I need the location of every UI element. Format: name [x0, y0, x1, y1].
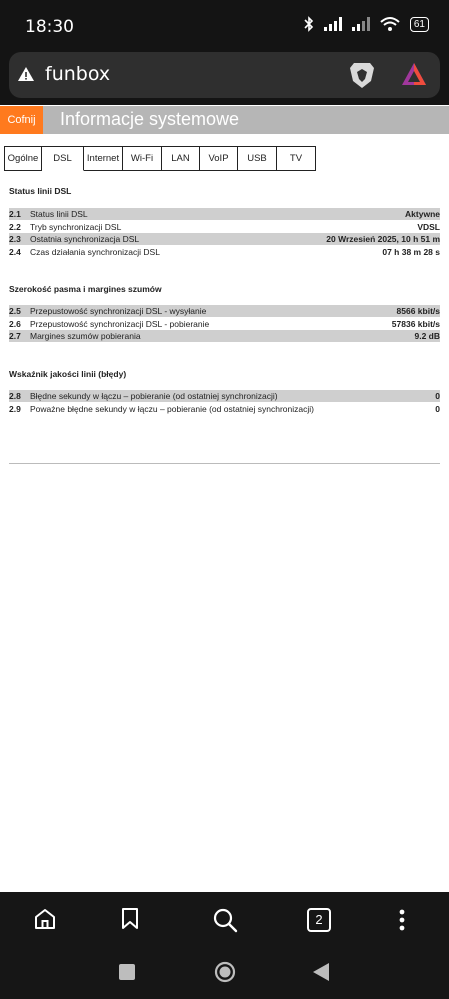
- signal-icon-2: [352, 17, 370, 31]
- row-value: 8566 kbit/s: [396, 306, 440, 316]
- row-label: Czas działania synchronizacji DSL: [30, 247, 160, 257]
- battery-icon: 61: [410, 17, 429, 32]
- section-title-bandwidth: Szerokość pasma i margines szumów: [9, 284, 162, 294]
- url-text[interactable]: funbox: [45, 63, 111, 85]
- table-row: [9, 318, 440, 330]
- row-value: 0: [435, 404, 440, 414]
- home-icon[interactable]: [33, 907, 57, 931]
- section-title-line-quality: Wskaźnik jakości linii (błędy): [9, 369, 127, 379]
- back-button[interactable]: Cofnij: [0, 106, 43, 134]
- tab-usb[interactable]: USB: [238, 146, 277, 171]
- row-value: VDSL: [417, 222, 440, 232]
- table-row: [9, 390, 440, 402]
- row-value: 20 Wrzesień 2025, 10 h 51 m: [326, 234, 440, 244]
- table-row: [9, 330, 440, 342]
- row-value: 07 h 38 m 28 s: [382, 247, 440, 257]
- tab-internet[interactable]: Internet: [84, 146, 123, 171]
- bluetooth-icon: [304, 16, 314, 32]
- tab-lan[interactable]: LAN: [162, 146, 200, 171]
- row-number: 2.8: [9, 391, 21, 401]
- row-label: Status linii DSL: [30, 209, 88, 219]
- tab-ogolne[interactable]: Ogólne: [4, 146, 42, 171]
- brave-shields-icon[interactable]: [349, 61, 375, 89]
- tab-dsl[interactable]: DSL: [42, 146, 84, 171]
- row-number: 2.5: [9, 306, 21, 316]
- page-header: [0, 106, 449, 134]
- recent-apps-icon[interactable]: [119, 964, 135, 980]
- table-row: [9, 305, 440, 317]
- row-label: Przepustowość synchronizacji DSL - wysyłanie: [30, 306, 207, 316]
- row-number: 2.2: [9, 222, 21, 232]
- table-row: [9, 208, 440, 220]
- tab-wifi[interactable]: Wi-Fi: [123, 146, 162, 171]
- tab-tv[interactable]: TV: [277, 146, 316, 171]
- page-title: Informacje systemowe: [60, 109, 240, 129]
- table-row: [9, 246, 440, 258]
- brave-rewards-icon[interactable]: [401, 62, 427, 86]
- divider: [9, 463, 440, 464]
- address-bar[interactable]: [9, 52, 440, 98]
- tab-voip[interactable]: VoIP: [200, 146, 238, 171]
- back-nav-icon[interactable]: [313, 963, 329, 981]
- row-label: Tryb synchronizacji DSL: [30, 222, 122, 232]
- row-label: Margines szumów pobierania: [30, 331, 141, 341]
- tabs-count-icon[interactable]: 2: [307, 908, 331, 932]
- more-menu-icon[interactable]: [398, 909, 406, 931]
- status-icons: [304, 16, 429, 32]
- wifi-icon: [380, 16, 400, 32]
- home-button-icon[interactable]: [214, 961, 236, 983]
- table-row: [9, 233, 440, 245]
- bookmark-icon[interactable]: [120, 907, 140, 931]
- browser-toolbar: [0, 52, 449, 105]
- row-number: 2.6: [9, 319, 21, 329]
- system-navigation-bar: [0, 948, 449, 999]
- table-row: [9, 403, 440, 415]
- signal-icon: [324, 17, 342, 31]
- section-title-dsl-status: Status linii DSL: [9, 186, 72, 196]
- row-number: 2.9: [9, 404, 21, 414]
- row-label: Ostatnia synchronizacja DSL: [30, 234, 140, 244]
- row-number: 2.3: [9, 234, 21, 244]
- row-number: 2.7: [9, 331, 21, 341]
- row-value: Aktywne: [405, 209, 440, 219]
- browser-bottom-bar: [0, 892, 449, 948]
- status-bar: [0, 0, 449, 52]
- row-label: Poważne błędne sekundy w łączu – pobieranie (od ostatniej synchronizacji): [30, 404, 314, 414]
- row-value: 9.2 dB: [414, 331, 440, 341]
- tab-bar: [4, 146, 316, 171]
- row-number: 2.1: [9, 209, 21, 219]
- row-number: 2.4: [9, 247, 21, 257]
- search-icon[interactable]: [212, 907, 238, 933]
- table-row: [9, 221, 440, 233]
- clock: 18:30: [25, 17, 74, 37]
- row-value: 0: [435, 391, 440, 401]
- row-value: 57836 kbit/s: [391, 319, 440, 329]
- warning-icon[interactable]: [17, 66, 35, 82]
- row-label: Błędne sekundy w łączu – pobieranie (od ostatniej synchronizacji): [30, 391, 278, 401]
- row-label: Przepustowość synchronizacji DSL - pobieranie: [30, 319, 210, 329]
